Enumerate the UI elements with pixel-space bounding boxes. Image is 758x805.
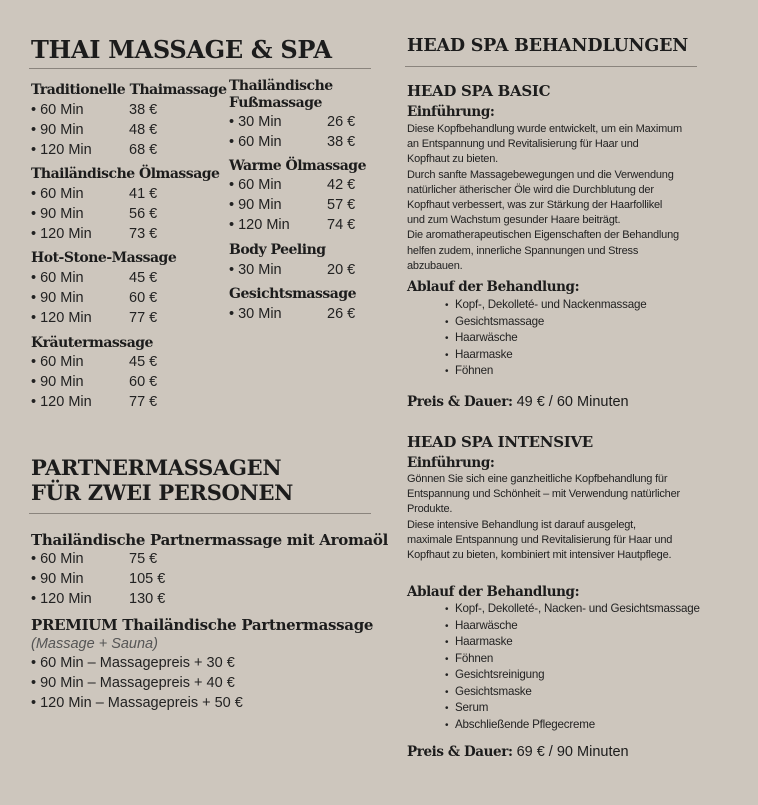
price-row: • 120 Min 77 € <box>31 394 158 410</box>
price-row: • 90 Min 60 € <box>31 290 158 306</box>
list-item: • Gesichtsreinigung <box>445 667 700 684</box>
premium-row: • 120 Min – Massagepreis + 50 € <box>31 695 243 711</box>
premium-note: (Massage + Sauna) <box>31 636 158 652</box>
service-title-gesichtsmassage: Gesichtsmassage <box>229 286 357 302</box>
service-title-partner-aroma: Thailändische Partnermassage mit Aromaöl <box>31 531 389 549</box>
price-row: • 90 Min 56 € <box>31 206 158 222</box>
price-row: • 60 Min 45 € <box>31 270 158 286</box>
price-row: • 90 Min 60 € <box>31 374 158 390</box>
thai-section-title: THAI MASSAGE & SPA <box>31 35 332 64</box>
price-row: • 120 Min 68 € <box>31 142 158 158</box>
basic-intro-text: Diese Kopfbehandlung wurde entwickelt, um ein Maximum an Entspannung und Revitalisierung für Haar und Kopfhaut zu bieten. Durch sanfte Massagebewegungen und die Verwendung natürlicher ätherischer Öle wird die Durchblutung der Kopfhaut verbessert, was zur Stärkung der Haarfollikel und zum Wachstum gesunder Haare beiträgt. Die aromatherapeutischen Eigenschaften der Behandlung helfen zudem, innerliche Spannungen und Stress abzubauen. <box>407 123 682 272</box>
service-title-traditionelle: Traditionelle Thaimassage <box>31 82 227 98</box>
list-item: • Abschließende Pflegecreme <box>445 717 700 734</box>
premium-row: • 90 Min – Massagepreis + 40 € <box>31 675 235 691</box>
price-row: • 90 Min 48 € <box>31 122 158 138</box>
list-item: • Föhnen <box>445 651 700 668</box>
intensive-title: HEAD SPA INTENSIVE <box>407 433 593 451</box>
list-item: • Serum <box>445 700 700 717</box>
price-row: • 120 Min 74 € <box>229 217 356 233</box>
list-item: • Haarwäsche <box>445 618 700 635</box>
intensive-intro-text: Gönnen Sie sich eine ganzheitliche Kopfbehandlung für Entspannung und Schönheit – mit Verwendung natürlicher Produkte. Diese intensive Behandlung ist darauf ausgelegt, maximale Entspannung und Revitalisierung für Haar und Kopfhaut zu bieten, kombiniert mit intensiver Hautpflege. <box>407 473 680 562</box>
basic-price: Preis & Dauer: 49 € / 60 Minuten <box>407 394 629 410</box>
price-row: • 60 Min 38 € <box>31 102 158 118</box>
intensive-ablauf-label: Ablauf der Behandlung: <box>407 584 580 600</box>
service-title-partner-premium: PREMIUM Thailändische Partnermassage <box>31 616 374 634</box>
service-title-warme-oelmassage: Warme Ölmassage <box>229 158 366 174</box>
price-row: • 30 Min 20 € <box>229 262 356 278</box>
price-row: • 60 Min 75 € <box>31 551 158 567</box>
list-item: • Kopf-, Dekolleté- und Nackenmassage <box>445 297 647 314</box>
intensive-price: Preis & Dauer: 69 € / 90 Minuten <box>407 744 629 760</box>
service-title-body-peeling: Body Peeling <box>229 242 326 258</box>
price-row: • 60 Min 45 € <box>31 354 158 370</box>
list-item: • Kopf-, Dekolleté-, Nacken- und Gesichtsmassage <box>445 601 700 618</box>
premium-row: • 60 Min – Massagepreis + 30 € <box>31 655 235 671</box>
basic-intro-label: Einführung: <box>407 104 495 120</box>
list-item: • Föhnen <box>445 363 647 380</box>
service-title-oelmassage: Thailändische Ölmassage <box>31 166 220 182</box>
list-item: • Haarmaske <box>445 347 647 364</box>
service-title-fussmassage: Thailändische Fußmassage <box>229 78 333 111</box>
price-row: • 30 Min 26 € <box>229 306 356 322</box>
thai-title-divider <box>29 68 371 69</box>
price-row: • 60 Min 42 € <box>229 177 356 193</box>
basic-ablauf-label: Ablauf der Behandlung: <box>407 279 580 295</box>
price-row: • 120 Min 77 € <box>31 310 158 326</box>
list-item: • Haarwäsche <box>445 330 647 347</box>
partner-title-divider <box>29 513 371 514</box>
price-row: • 120 Min 73 € <box>31 226 158 242</box>
service-title-hotstone: Hot-Stone-Massage <box>31 250 177 266</box>
list-item: • Haarmaske <box>445 634 700 651</box>
price-row: • 60 Min 41 € <box>31 186 158 202</box>
basic-steps-list <box>445 297 647 380</box>
headspa-section-title: HEAD SPA BEHANDLUNGEN <box>407 36 689 56</box>
basic-title: HEAD SPA BASIC <box>407 82 551 100</box>
intensive-steps-list <box>445 601 700 733</box>
price-row: • 120 Min 130 € <box>31 591 166 607</box>
list-item: • Gesichtsmaske <box>445 684 700 701</box>
list-item: • Gesichtsmassage <box>445 314 647 331</box>
price-row: • 90 Min 57 € <box>229 197 356 213</box>
price-row: • 60 Min 38 € <box>229 134 356 150</box>
headspa-title-divider <box>405 66 697 67</box>
price-row: • 30 Min 26 € <box>229 114 356 130</box>
intensive-intro-label: Einführung: <box>407 455 495 471</box>
partner-section-title: PARTNERMASSAGEN FÜR ZWEI PERSONEN <box>31 455 294 505</box>
price-row: • 90 Min 105 € <box>31 571 166 587</box>
service-title-kraeuter: Kräutermassage <box>31 335 153 351</box>
